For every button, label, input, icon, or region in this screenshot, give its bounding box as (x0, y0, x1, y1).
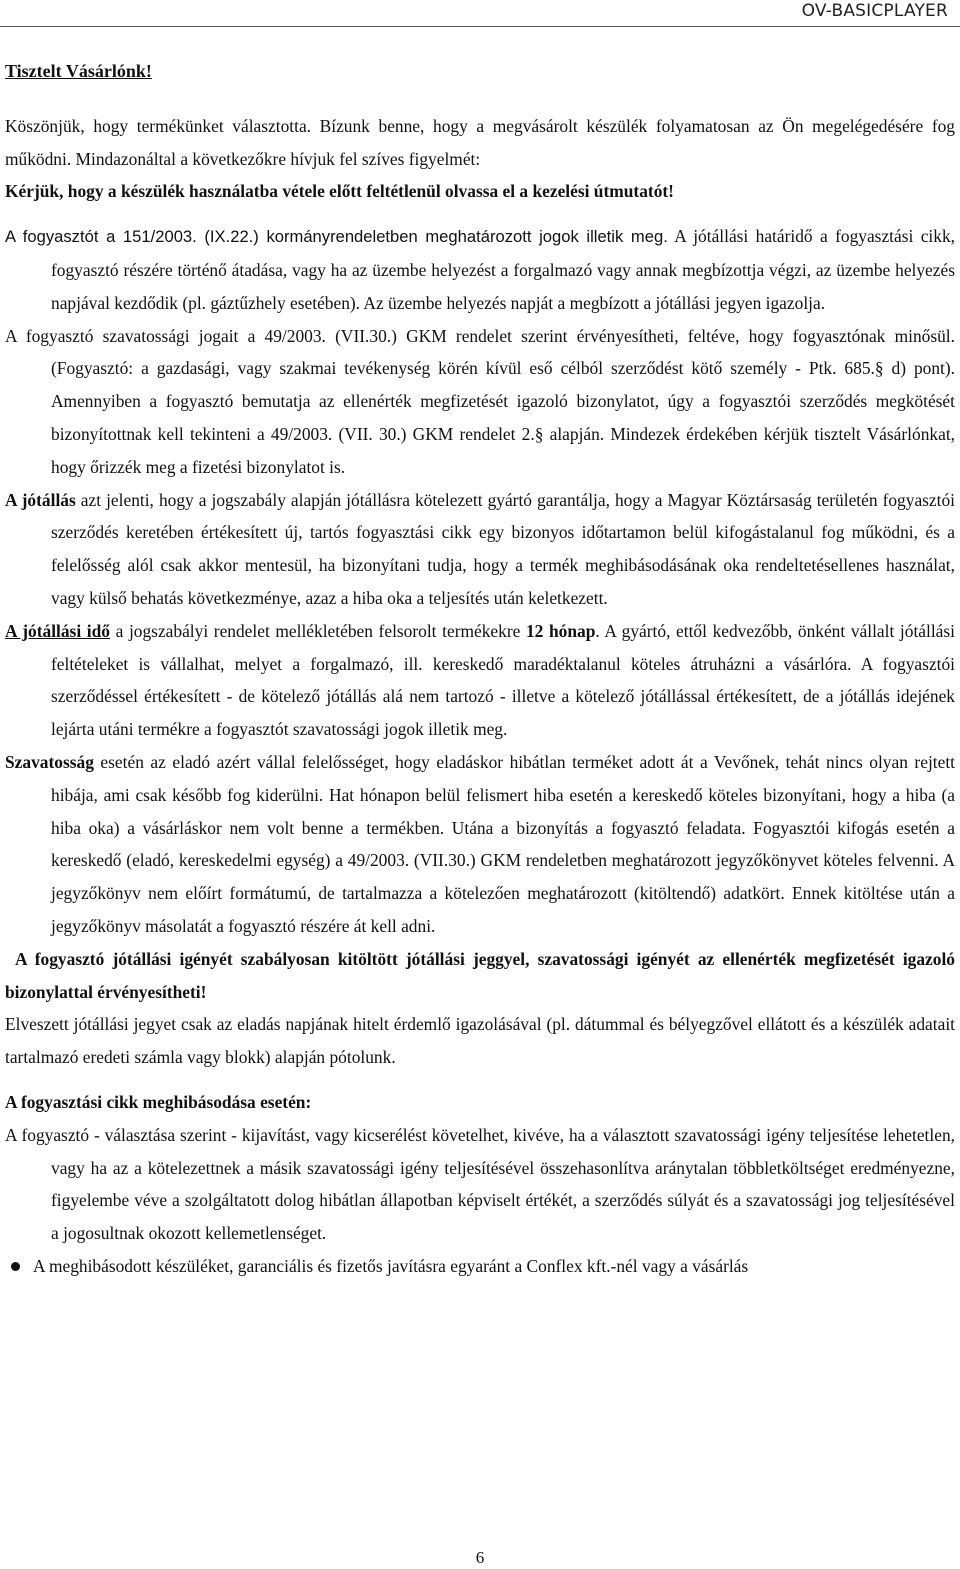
header-divider (0, 26, 960, 27)
document-body (5, 55, 955, 1283)
jotallas-paragraph (5, 484, 955, 615)
emphasis-notice: A fogyasztó jótállási igényét szabályosan kitöltött jótállási jeggyel, szavatossági igényét az ellenérték megfizetését igazoló bizonylattal érvényesítheti! (5, 948, 955, 1002)
page-number: 6 (475, 1548, 485, 1567)
jotallas-text: azt jelenti, hogy a jogszabály alapján jótállásra kötelezett gyártó garantálja, hogy a Magyar Köztársaság területén fogyasztói szerződés keretében értékesített új, tartós fogyasztási cikk egy bizonyos időtartamon belül kifogástalanul fog működni, és a felelősség alól csak akkor mentesül, ha bizonyítani tudja, hogy a termék meghibásodásának oka rendeltetésellenes használat, vagy külső behatás következménye, azaz a hiba oka a teljesítés után keletkezett. (51, 489, 956, 608)
rights-regulation-text: A fogyasztót a 151/2003. (IX.22.) kormányrendeletben meghatározott jogok illetik meg. (5, 227, 668, 247)
document-header: OV-BASICPLAYER (801, 1, 948, 21)
warranty-period-term: A jótállási idő (5, 620, 110, 641)
defect-heading: A fogyasztási cikk meghibásodása esetén: (5, 1091, 312, 1112)
rights-paragraph (5, 220, 955, 319)
rights-period-text: A jótállási határidő a fogyasztási cikk, fogyasztó részére történő átadása, vagy ha az üzembe helyezést a forgalmazó vagy annak megbízottja végzi, az üzembe helyezés napjával kezdődik (pl. gáztűzhely esetében). Az üzembe helyezés napját a megbízott a jótállási jegyen igazolja. (51, 226, 955, 313)
salutation: Tisztelt Vásárlónk! (5, 61, 152, 81)
bullet-text: A meghibásodott készüléket, garanciális és fizetős javításra egyaránt a Conflex kft.-nél vagy a vásárlás (33, 1255, 749, 1276)
warranty-rights-paragraph: A fogyasztó szavatossági jogait a 49/2003. (VII.30.) GKM rendelet szerint érvényesítheti, feltéve, hogy fogyasztónak minősül. (Fogyasztó: a gazdasági, vagy szakmai tevékenység körén kívül eső célból szerződést kötő személy - Ptk. 685.§ d) pont). Amennyiben a fogyasztó bemutatja az ellenérték megfizetését igazoló bizonylatot, úgy a fogyasztói szerződés megkötését bizonyítottnak kell tekinteni a 49/2003. (VII. 30.) GKM rendelet 2.§ alapján. Mindezek érdekében kérjük tisztelt Vásárlónkat, hogy őrizzék meg a fizetési bizonylatot is. (5, 325, 955, 477)
jotallas-term: A jótállás (5, 489, 76, 510)
szavatossag-term: Szavatosság (5, 751, 94, 772)
intro-instruction: Kérjük, hogy a készülék használatba vétele előtt feltétlenül olvassa el a kezelési útmutatót! (5, 181, 674, 202)
szavatossag-text: esetén az eladó azért vállal felelősséget, hogy eladáskor hibátlan terméket adott át a Vevőnek, tehát nincs olyan rejtett hibája, ami csak később fog kiderülni. Hat hónapon belül felismert hiba esetén a kereskedő köteles bizonyítani, hogy a hiba (a hiba oka) a vásárláskor nem volt benne a termékben. Utána a bizonyítás a fogyasztó feladata. Fogyasztói kifogás esetén a kereskedő (eladó, kereskedelmi egység) a 49/2003. (VII.30.) GKM rendeletben meghatározott jegyzőkönyvet köteles felvenni. A jegyzőkönyv nem előírt formátumú, de tartalmazza a kötelezően meghatározott (kitöltendő) adatkört. Ennek kitöltése után a jegyzőkönyv másolatát a fogyasztó részére át kell adni. (51, 751, 955, 936)
warranty-period-text-b: . A gyártó, ettől kedvezőbb, önként vállalt jótállási feltételeket is vállalhat, melyet a forgalmazó, ill. kereskedő maradéktalanul köteles átruházni a vásárlóra. A fogyasztói szerződéssel értékesített - de kötelező jótállás alá nem tartozó - illetve a kötelező jótállással értékesített, de a jótállás idejének lejárta utáni termékre a fogyasztót szavatossági jogok illetik meg. (51, 620, 955, 740)
warranty-months: 12 hónap (525, 620, 596, 641)
bullet-icon (11, 1262, 20, 1271)
defect-paragraph: A fogyasztó - választása szerint - kijavítást, vagy kicserélést követelhet, kivéve, ha a választott szavatossági igény teljesítése lehetetlen, vagy ha az a kötelezettnek a másik szavatossági igény teljesítésével összehasonlítva aránytalan többletköltséget eredményezne, figyelembe véve a szolgáltatott dolog hibátlan állapotban képviselt értékét, a szerződés súlyát és a szavatossági jog teljesítésével a jogosultnak okozott kellemetlenséget. (5, 1124, 955, 1244)
list-item (5, 1250, 955, 1283)
intro-paragraph: Köszönjük, hogy termékünket választotta. Bízunk benne, hogy a megvásárolt készülék folyamatosan az Ön megelégedésére fog működni. Mindazonáltal a következőkre hívjuk fel szíves figyelmét: (5, 115, 955, 169)
warranty-period-paragraph (5, 615, 955, 746)
szavatossag-paragraph (5, 746, 955, 943)
lost-ticket-paragraph: Elveszett jótállási jegyet csak az eladás napjának hitelt érdemlő igazolásával (pl. dátummal és bélyegzővel ellátott és a készülék adatait tartalmazó eredeti számla vagy blokk) alapján pótolunk. (5, 1014, 955, 1068)
warranty-period-text-a: a jogszabályi rendelet mellékletében felsorolt termékekre (109, 620, 526, 641)
